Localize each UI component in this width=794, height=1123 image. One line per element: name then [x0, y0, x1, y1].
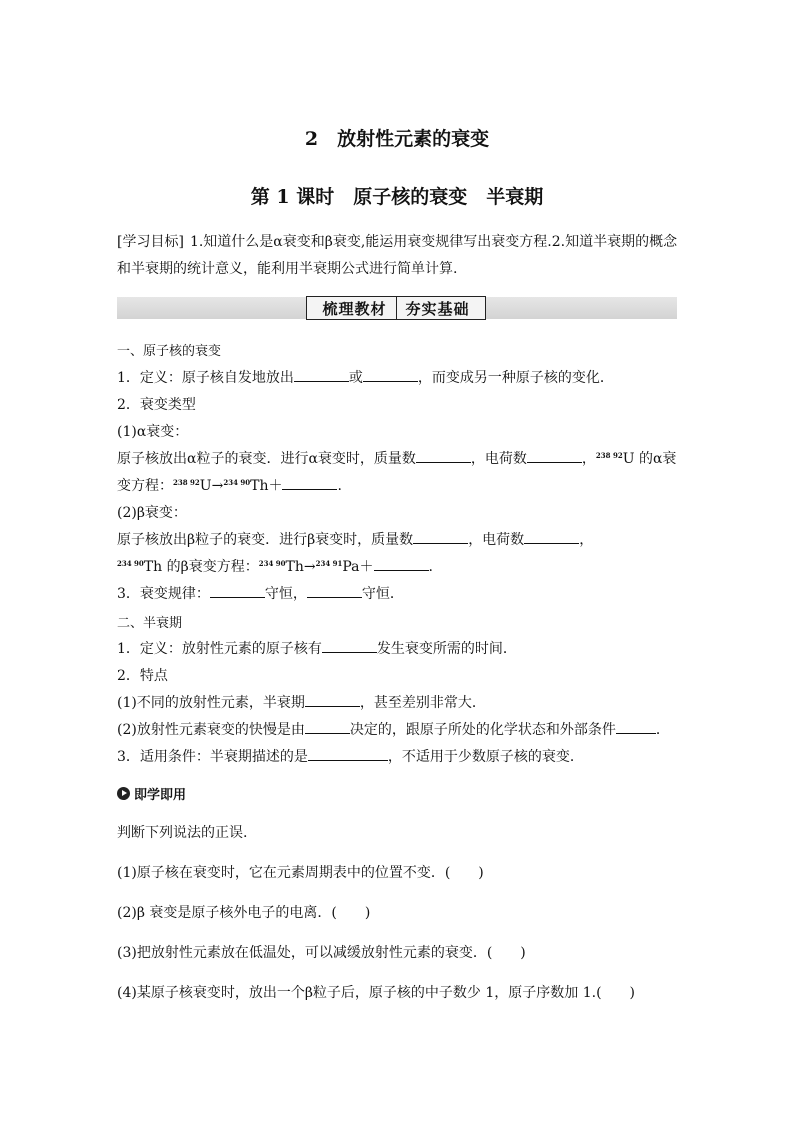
alpha-equation — [117, 475, 342, 495]
quiz-item-1: (1)原子核在衰变时，它在元素周期表中的位置不变．( ) — [117, 865, 484, 881]
answer-blank — [305, 693, 360, 707]
nuclide-notation: 238 92 — [173, 478, 200, 487]
answer-blank — [374, 557, 429, 571]
answer-blank — [524, 530, 579, 544]
quiz-heading — [117, 784, 186, 803]
text-fragment: ，甚至差别非常大． — [359, 695, 486, 711]
answer-blank — [363, 368, 418, 382]
beta-description — [117, 529, 593, 549]
text-fragment: ，而变成另一种原子核的变化． — [417, 370, 614, 386]
section-band-label — [306, 296, 486, 320]
answer-blank — [413, 530, 468, 544]
applicability-line — [117, 746, 584, 766]
text-fragment: Th＋ — [250, 478, 283, 494]
text-fragment: ， — [581, 451, 596, 467]
section2-heading: 二、半衰期 — [117, 616, 183, 631]
definition-line — [117, 367, 614, 387]
text-fragment: ，电荷数 — [468, 532, 525, 548]
text-fragment: 决定的，跟原子所处的化学状态和外部条件 — [349, 722, 616, 738]
text-fragment: . — [337, 478, 342, 494]
text-fragment: ，电荷数 — [470, 451, 527, 467]
text-fragment: ，不适用于少数原子核的衰变． — [387, 749, 584, 765]
text-fragment: . — [428, 559, 433, 575]
text-fragment: 守恒， — [264, 586, 307, 602]
feature-1 — [117, 692, 486, 712]
goals-tag: [学习目标] — [117, 234, 184, 250]
beta-equation — [117, 556, 433, 576]
quiz-heading-text: 即学即用 — [134, 788, 187, 803]
band-label-right: 夯实基础 — [405, 299, 470, 318]
answer-blank — [210, 584, 265, 598]
answer-blank — [527, 449, 582, 463]
text-fragment: 原子核放出α粒子的衰变．进行α衰变时，质量数 — [117, 451, 416, 467]
text-fragment: 原子核放出β粒子的衰变．进行β衰变时，质量数 — [117, 532, 414, 548]
text-fragment: 1．定义：原子核自发地放出 — [117, 370, 294, 386]
nuclide-notation: 238 92 — [595, 451, 623, 460]
text-fragment: 或 — [348, 370, 363, 386]
quiz-intro: 判断下列说法的正误. — [117, 825, 248, 841]
text-fragment: 3．适用条件：半衰期描述的是 — [117, 749, 308, 765]
text-fragment: Pa＋ — [342, 559, 374, 575]
text-fragment: Th 的β衰变方程： — [143, 559, 259, 575]
text-fragment: 守恒． — [361, 586, 404, 602]
quiz-item-2: (2)β 衰变是原子核外电子的电离．( ) — [117, 905, 371, 921]
quiz-item-4: (4)某原子核衰变时，放出一个β粒子后，原子核的中子数少 1，原子序数加 1.( ) — [117, 985, 636, 1001]
feature-2 — [117, 719, 670, 739]
answer-blank — [305, 720, 350, 734]
text-fragment: 发生衰变所需的时间． — [376, 641, 517, 657]
answer-blank — [616, 720, 656, 734]
text-fragment: 3．衰变规律： — [117, 586, 210, 602]
text-fragment: U→ — [199, 478, 224, 494]
nuclide-notation: 234 90 — [117, 559, 144, 568]
section1-heading: 一、原子核的衰变 — [117, 344, 222, 359]
answer-blank — [308, 747, 388, 761]
decay-types-line: 2．衰变类型 — [117, 397, 196, 413]
features-line: 2．特点 — [117, 668, 168, 684]
text-fragment: 1．定义：放射性元素的原子核有 — [117, 641, 322, 657]
text-fragment: (2)放射性元素衰变的快慢是由 — [117, 722, 305, 738]
alpha-heading: (1)α衰变： — [117, 424, 189, 440]
half-life-definition — [117, 638, 517, 658]
nuclide-notation: 234 90 — [258, 559, 286, 568]
chapter-title: 2 放射性元素的衰变 — [304, 128, 490, 150]
answer-blank — [307, 584, 362, 598]
band-label-left: 梳理教材 — [322, 299, 387, 318]
nuclide-notation: 234 91 — [315, 559, 343, 568]
goals-text: 1.知道什么是α衰变和β衰变,能运用衰变规律写出衰变方程.2.知道半衰期的概念和半衰期的统计意义，能利用半衰期公式进行简单计算. — [117, 234, 678, 277]
text-fragment: U 的α衰 — [622, 451, 677, 467]
decay-rule-line — [117, 583, 404, 603]
play-circle-icon — [117, 787, 130, 800]
text-fragment: Th→ — [285, 559, 316, 575]
beta-heading: (2)β衰变： — [117, 505, 187, 521]
answer-blank — [416, 449, 471, 463]
answer-blank — [282, 476, 337, 490]
nuclide-notation: 234 90 — [223, 478, 251, 487]
band-divider — [396, 296, 397, 320]
quiz-item-3: (3)把放射性元素放在低温处，可以减缓放射性元素的衰变．( ) — [117, 945, 526, 961]
text-fragment: (1)不同的放射性元素，半衰期 — [117, 695, 305, 711]
answer-blank — [322, 639, 377, 653]
lesson-title: 第 1 课时 原子核的衰变 半衰期 — [250, 186, 544, 208]
text-fragment: ， — [579, 532, 594, 548]
answer-blank — [294, 368, 349, 382]
text-fragment: 变方程： — [117, 478, 173, 494]
alpha-description — [117, 448, 676, 468]
learning-goals — [117, 229, 679, 283]
text-fragment: ． — [655, 722, 670, 738]
